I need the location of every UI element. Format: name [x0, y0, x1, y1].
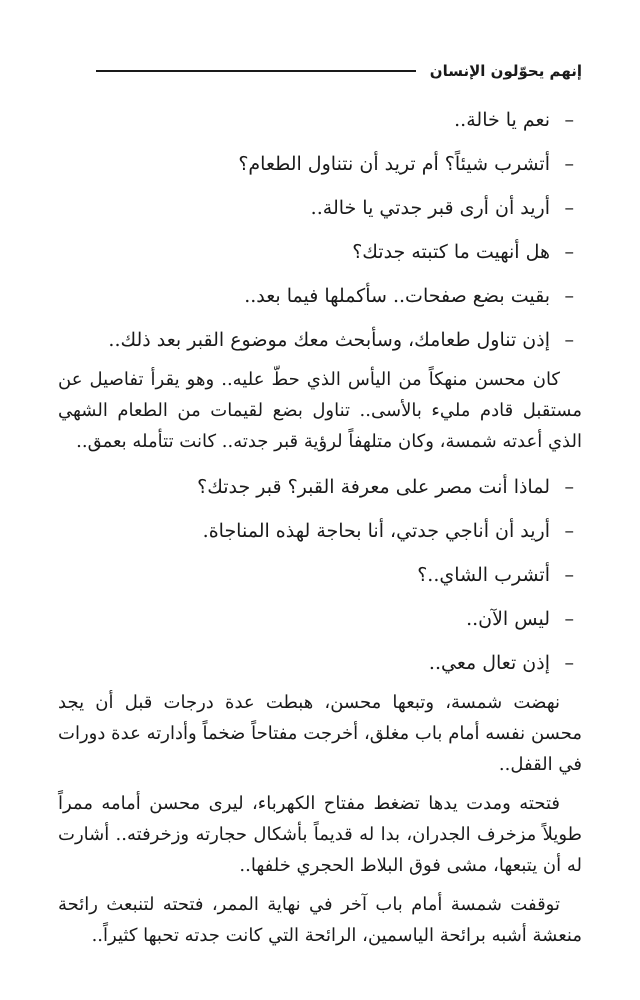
dialogue-dash: – [564, 153, 574, 175]
dialogue-dash: – [564, 564, 574, 586]
dialogue-dash: – [564, 329, 574, 351]
dialogue-dash: – [564, 520, 574, 542]
dialogue-dash: – [564, 197, 574, 219]
dialogue-text: ليس الآن.. [466, 608, 550, 630]
dialogue-line [58, 274, 582, 318]
dialogue-dash: – [564, 285, 574, 307]
dialogue-line [58, 465, 582, 509]
dialogue-text: نعم يا خالة.. [454, 109, 550, 131]
narrative-paragraph: كان محسن منهكاً من اليأس الذي حطّ عليه.. وهو يقرأ تفاصيل عن مستقبل قادم مليء بالأسى.. تناول بضع لقيمات من الطعام الشهي الذي أعدته شمسة، وكان متلهفاً لرؤية قبر جدته.. كانت تتأمله بعمق.. [58, 369, 582, 452]
narrative-paragraph: توقفت شمسة أمام باب آخر في نهاية الممر، فتحته لتنبعث رائحة منعشة أشبه برائحة الياسمين، الرائحة التي كانت جدته تحبها كثيراً.. [58, 894, 582, 946]
dialogue-text: أريد أن أناجي جدتي، أنا بحاجة لهذه المناجاة. [202, 520, 550, 542]
running-header [96, 56, 582, 86]
dialogue-dash: – [564, 241, 574, 263]
header-rule [96, 70, 416, 72]
dialogue-text: هل أنهيت ما كتبته جدتك؟ [352, 241, 550, 263]
narrative-paragraph: فتحته ومدت يدها تضغط مفتاح الكهرباء، ليرى محسن أمامه ممراً طويلاً مزخرف الجدران، بدا له قديماً بأشكال حجارته وزخرفته.. أشارت له أن يتبعها، مشى فوق البلاط الحجري خلفها.. [58, 793, 582, 876]
dialogue-line [58, 98, 582, 142]
page-body [58, 98, 582, 959]
dialogue-line [58, 318, 582, 362]
dialogue-line [58, 142, 582, 186]
dialogue-line [58, 186, 582, 230]
narrative-paragraph: نهضت شمسة، وتبعها محسن، هبطت عدة درجات قبل أن يجد محسن نفسه أمام باب مغلق، أخرجت مفتاحاً ضخماً وأدارته عدة دورات في القفل.. [58, 692, 582, 775]
dialogue-text: بقيت بضع صفحات.. سأكملها فيما بعد.. [244, 285, 550, 307]
dialogue-line [58, 553, 582, 597]
dialogue-dash: – [564, 608, 574, 630]
dialogue-text: إذن تناول طعامك، وسأبحث معك موضوع القبر بعد ذلك.. [108, 329, 550, 351]
dialogue-text: لماذا أنت مصر على معرفة القبر؟ قبر جدتك؟ [197, 476, 550, 498]
dialogue-dash: – [564, 476, 574, 498]
dialogue-line [58, 597, 582, 641]
dialogue-text: إذن تعال معي.. [428, 652, 550, 674]
dialogue-dash: – [564, 109, 574, 131]
dialogue-text: أتشرب الشاي..؟ [417, 564, 550, 586]
dialogue-dash: – [564, 652, 574, 674]
dialogue-line [58, 509, 582, 553]
dialogue-line [58, 641, 582, 685]
dialogue-line [58, 230, 582, 274]
dialogue-text: أتشرب شيئاً؟ أم تريد أن نتناول الطعام؟ [238, 153, 550, 175]
running-header-title: إنهم يحوّلون الإنسان [429, 62, 582, 80]
dialogue-text: أريد أن أرى قبر جدتي يا خالة.. [310, 197, 550, 219]
book-page [58, 0, 582, 1000]
